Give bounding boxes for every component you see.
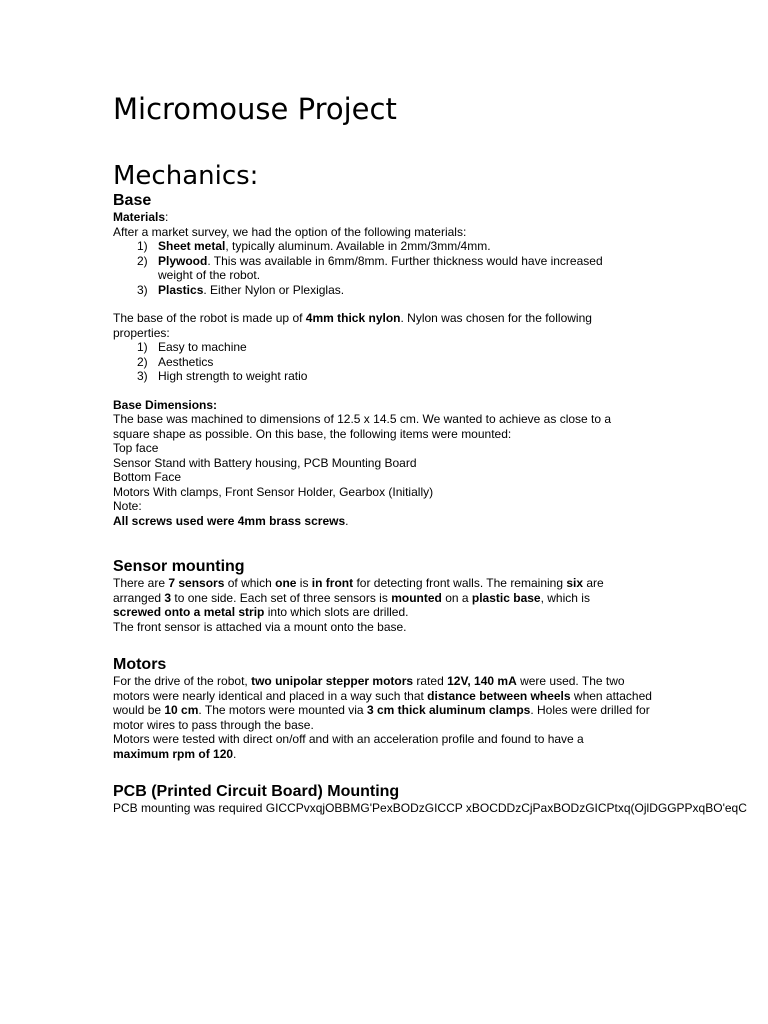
note-text: All screws used were 4mm brass screws.	[113, 513, 349, 528]
list-item: 2) Aesthetics	[137, 354, 214, 369]
list-item: 3) Plastics. Either Nylon or Plexiglas.	[137, 282, 345, 297]
list-item: 1) Sheet metal, typically aluminum. Available in 2mm/3mm/4mm.	[137, 239, 491, 253]
materials-label-line: Materials:	[113, 210, 169, 224]
materials-label: Materials	[113, 210, 166, 224]
motors-paragraph: For the drive of the robot, two unipolar stepper motors rated 12V, 140 mA were used. The two motors were nearly identical and placed in a way such that distance between wheels when attached would be 10 cm. The motors were mounted via 3 cm thick aluminum clamps. Holes were drilled for motor wires to pass through the base.	[113, 674, 652, 732]
base-dimensions-text: The base was machined to dimensions of 12.5 x 14.5 cm. We wanted to achieve as close to a square shape as possible. On this base, the following items were mounted:	[113, 412, 612, 441]
materials-list	[113, 239, 768, 297]
base-dimensions-label: Base Dimensions:	[113, 397, 218, 412]
sensor-paragraph-2: The front sensor is attached via a mount onto the base.	[113, 619, 407, 634]
properties-list	[113, 340, 768, 384]
pcb-paragraph: PCB mounting was required GICCPvxqjOBBMG'PexBODzGICCP xBOCDDzCjPaxBODzGICPtxq(OjlDGGPPxqBO'eqC	[113, 801, 747, 815]
document-title: Micromouse Project	[113, 92, 397, 126]
bottom-face-label: Bottom Face	[113, 470, 182, 484]
document-body	[113, 192, 768, 816]
list-item: 2) Plywood. This was available in 6mm/8mm. Further thickness would have increased weight of the robot.	[137, 253, 603, 282]
section-heading-mechanics: Mechanics:	[113, 161, 259, 191]
top-face-items: Sensor Stand with Battery housing, PCB Mounting Board	[113, 455, 417, 470]
sensor-paragraph: There are 7 sensors of which one is in front for detecting front walls. The remaining six are arranged 3 to one side. Each set of three sensors is mounted on a plastic base, which is screwed onto a metal strip into which slots are drilled.	[113, 576, 604, 619]
heading-sensor-mounting: Sensor mounting	[113, 558, 245, 575]
base-choice-paragraph: The base of the robot is made up of 4mm thick nylon. Nylon was chosen for the following properties:	[113, 311, 592, 340]
bottom-face-items: Motors With clamps, Front Sensor Holder, Gearbox (Initially)	[113, 484, 434, 499]
motors-paragraph-2: Motors were tested with direct on/off and with an acceleration profile and found to have a maximum rpm of 120.	[113, 732, 584, 761]
list-item: 1) Easy to machine	[137, 340, 247, 354]
heading-pcb-mounting: PCB (Printed Circuit Board) Mounting	[113, 783, 400, 800]
document-page	[113, 0, 768, 1024]
note-label: Note:	[113, 499, 142, 513]
heading-base: Base	[113, 192, 152, 209]
list-item: 3) High strength to weight ratio	[137, 369, 308, 383]
materials-intro: After a market survey, we had the option of the following materials:	[113, 224, 467, 239]
top-face-label: Top face	[113, 441, 159, 455]
heading-motors: Motors	[113, 656, 167, 673]
